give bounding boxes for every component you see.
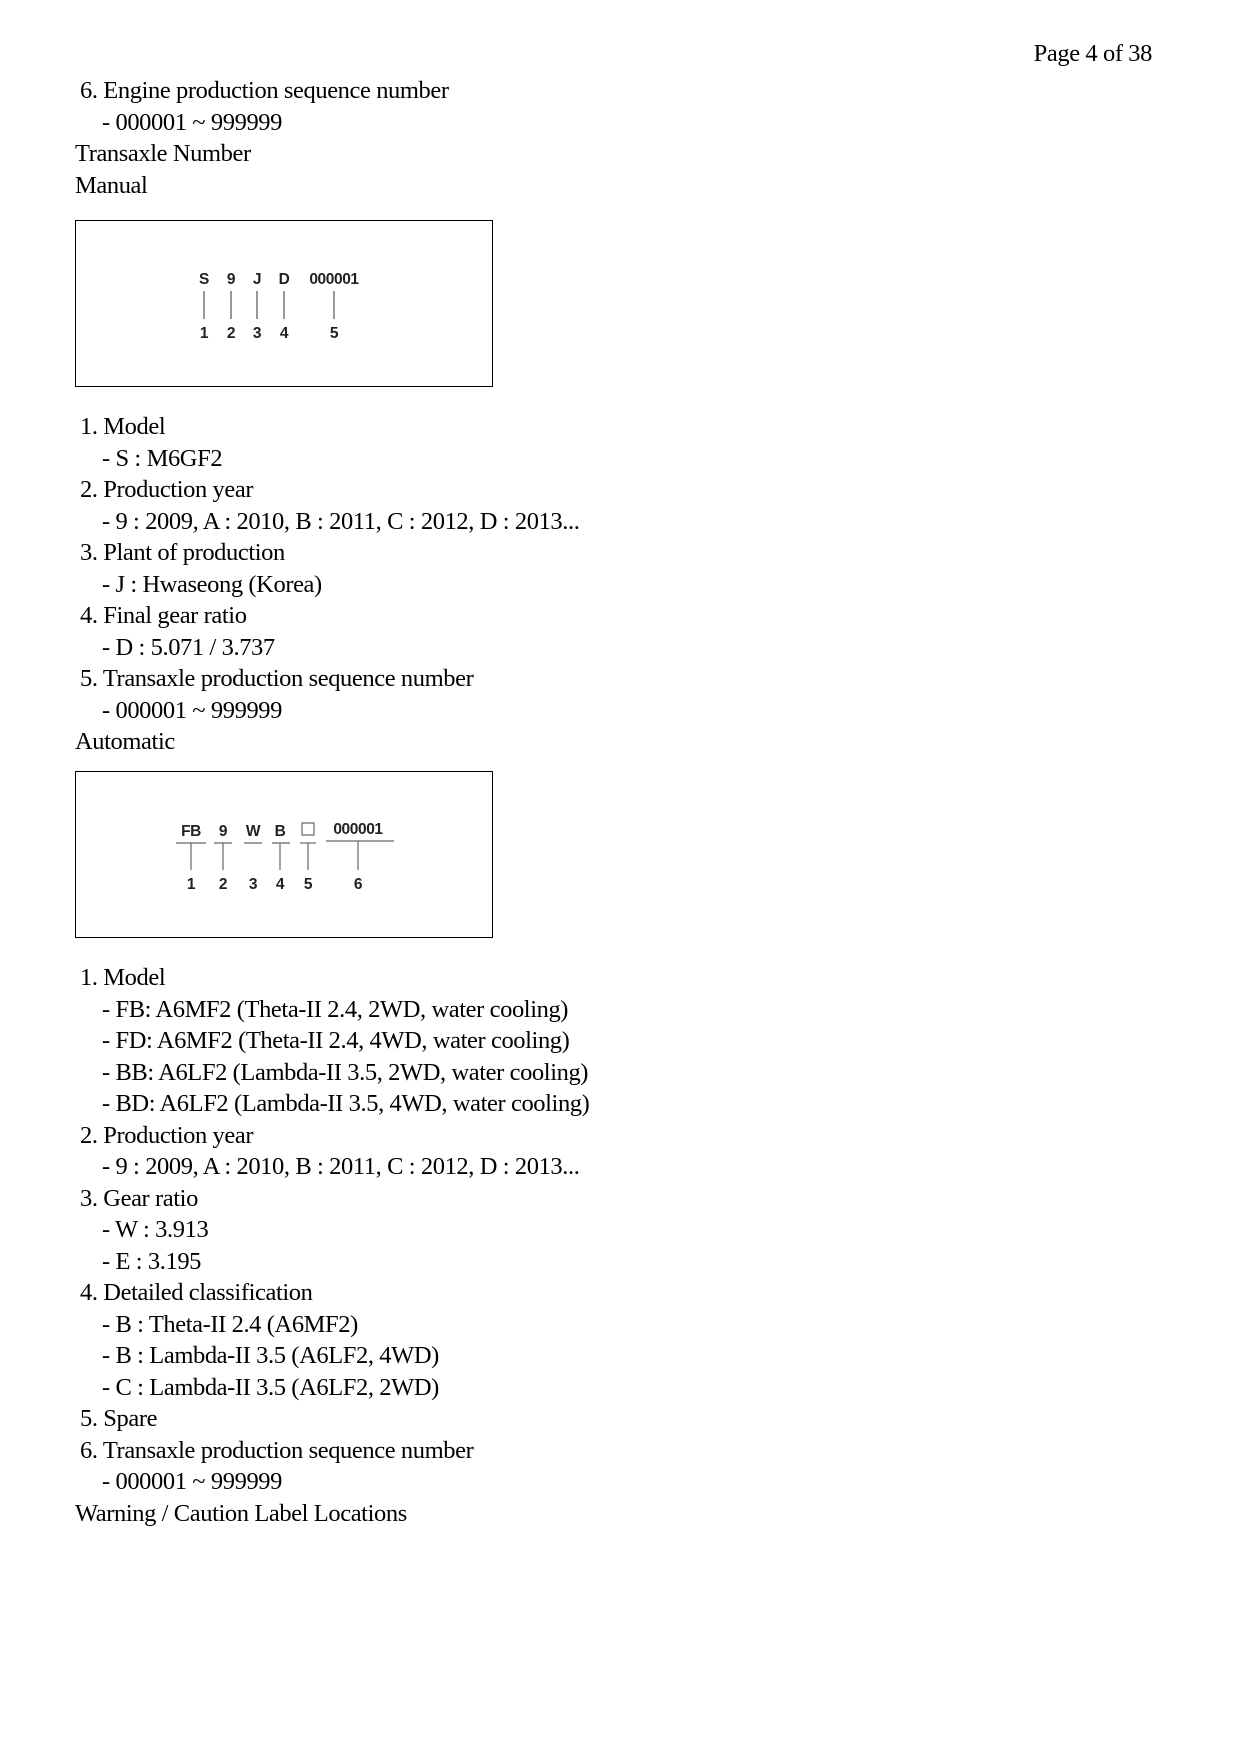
automatic-code-char: W [245, 823, 261, 840]
automatic-code-char: FB [181, 823, 201, 840]
automatic-leader-lines [191, 841, 358, 870]
automatic-list-item: 3. Gear ratio [80, 1184, 198, 1212]
manual-position-label: 2 [226, 325, 236, 342]
automatic-sub-item: - B : Theta-II 2.4 (A6MF2) [102, 1310, 358, 1338]
automatic-list-item: 5. Spare [80, 1405, 158, 1432]
page-number: Page 4 of 38 [1033, 40, 1152, 67]
engine-section [75, 75, 975, 201]
automatic-transaxle-number-diagram [75, 771, 493, 938]
manual-position-label: 5 [329, 325, 339, 342]
engine-heading: Manual [75, 171, 148, 199]
manual-code-char: J [252, 271, 262, 288]
manual-sub-item: - D : 5.071 / 3.737 [102, 633, 275, 661]
automatic-sub-item: - FD: A6MF2 (Theta-II 2.4, 4WD, water cooling) [102, 1027, 570, 1054]
automatic-sub-item: - 9 : 2009, A : 2010, B : 2011, C : 2012, D : 2013... [102, 1153, 580, 1180]
automatic-position-label: 3 [248, 876, 258, 893]
engine-heading: Transaxle Number [75, 140, 251, 167]
automatic-sub-item: - FB: A6MF2 (Theta-II 2.4, 2WD, water cooling) [102, 995, 569, 1023]
manual-sub-item: - J : Hwaseong (Korea) [102, 570, 322, 598]
automatic-sub-item: - BD: A6LF2 (Lambda-II 3.5, 4WD, water cooling) [102, 1090, 590, 1117]
automatic-heading: Warning / Caution Label Locations [75, 1499, 407, 1527]
automatic-position-label: 5 [303, 876, 313, 893]
engine-sub-item: - 000001 ~ 999999 [102, 108, 282, 136]
automatic-position-label: 2 [218, 876, 228, 893]
automatic-code-char: 9 [218, 823, 228, 840]
automatic-position-label: 1 [186, 876, 196, 893]
automatic-sub-item: - C : Lambda-II 3.5 (A6LF2, 2WD) [102, 1373, 439, 1401]
automatic-position-label: 4 [275, 876, 285, 893]
automatic-sub-item: - BB: A6LF2 (Lambda-II 3.5, 2WD, water cooling) [102, 1058, 589, 1086]
manual-list-item: 1. Model [80, 413, 166, 440]
manual-code-char: 000001 [309, 271, 359, 288]
manual-code-char: 9 [226, 271, 236, 288]
manual-list-item: 3. Plant of production [80, 539, 285, 566]
automatic-section [75, 962, 975, 1529]
manual-transaxle-number-diagram [75, 220, 493, 387]
automatic-underlines [176, 841, 394, 843]
manual-code-char: S [199, 271, 209, 288]
automatic-sub-item: - W : 3.913 [102, 1216, 209, 1243]
manual-leader-lines [204, 291, 334, 319]
manual-sub-item: - S : M6GF2 [102, 444, 223, 472]
manual-code-char: D [278, 271, 290, 288]
automatic-list-item: 4. Detailed classification [80, 1279, 313, 1306]
manual-sub-item: - 9 : 2009, A : 2010, B : 2011, C : 2012, D : 2013... [102, 507, 580, 535]
automatic-sub-item: - B : Lambda-II 3.5 (A6LF2, 4WD) [102, 1342, 439, 1369]
automatic-code-char: 000001 [333, 821, 383, 838]
automatic-list-item: 6. Transaxle production sequence number [80, 1436, 474, 1464]
engine-list-item: 6. Engine production sequence number [80, 77, 449, 104]
manual-diagram-svg [76, 221, 494, 388]
automatic-code-char: B [274, 823, 286, 840]
manual-position-label: 3 [252, 325, 262, 342]
manual-position-label: 4 [279, 325, 289, 342]
manual-list-item: 5. Transaxle production sequence number [80, 665, 474, 692]
automatic-position-label: 6 [353, 876, 363, 893]
manual-position-label: 1 [199, 325, 209, 342]
spare-checkbox-icon [302, 823, 314, 835]
automatic-diagram-svg [76, 772, 494, 939]
automatic-list-item: 2. Production year [80, 1121, 254, 1149]
manual-heading: Automatic [75, 728, 175, 755]
manual-list-item: 4. Final gear ratio [80, 602, 247, 629]
automatic-sub-item: - 000001 ~ 999999 [102, 1468, 282, 1495]
manual-sub-item: - 000001 ~ 999999 [102, 696, 282, 724]
manual-section [75, 411, 975, 758]
automatic-sub-item: - E : 3.195 [102, 1247, 202, 1275]
automatic-list-item: 1. Model [80, 964, 166, 991]
manual-list-item: 2. Production year [80, 476, 254, 503]
